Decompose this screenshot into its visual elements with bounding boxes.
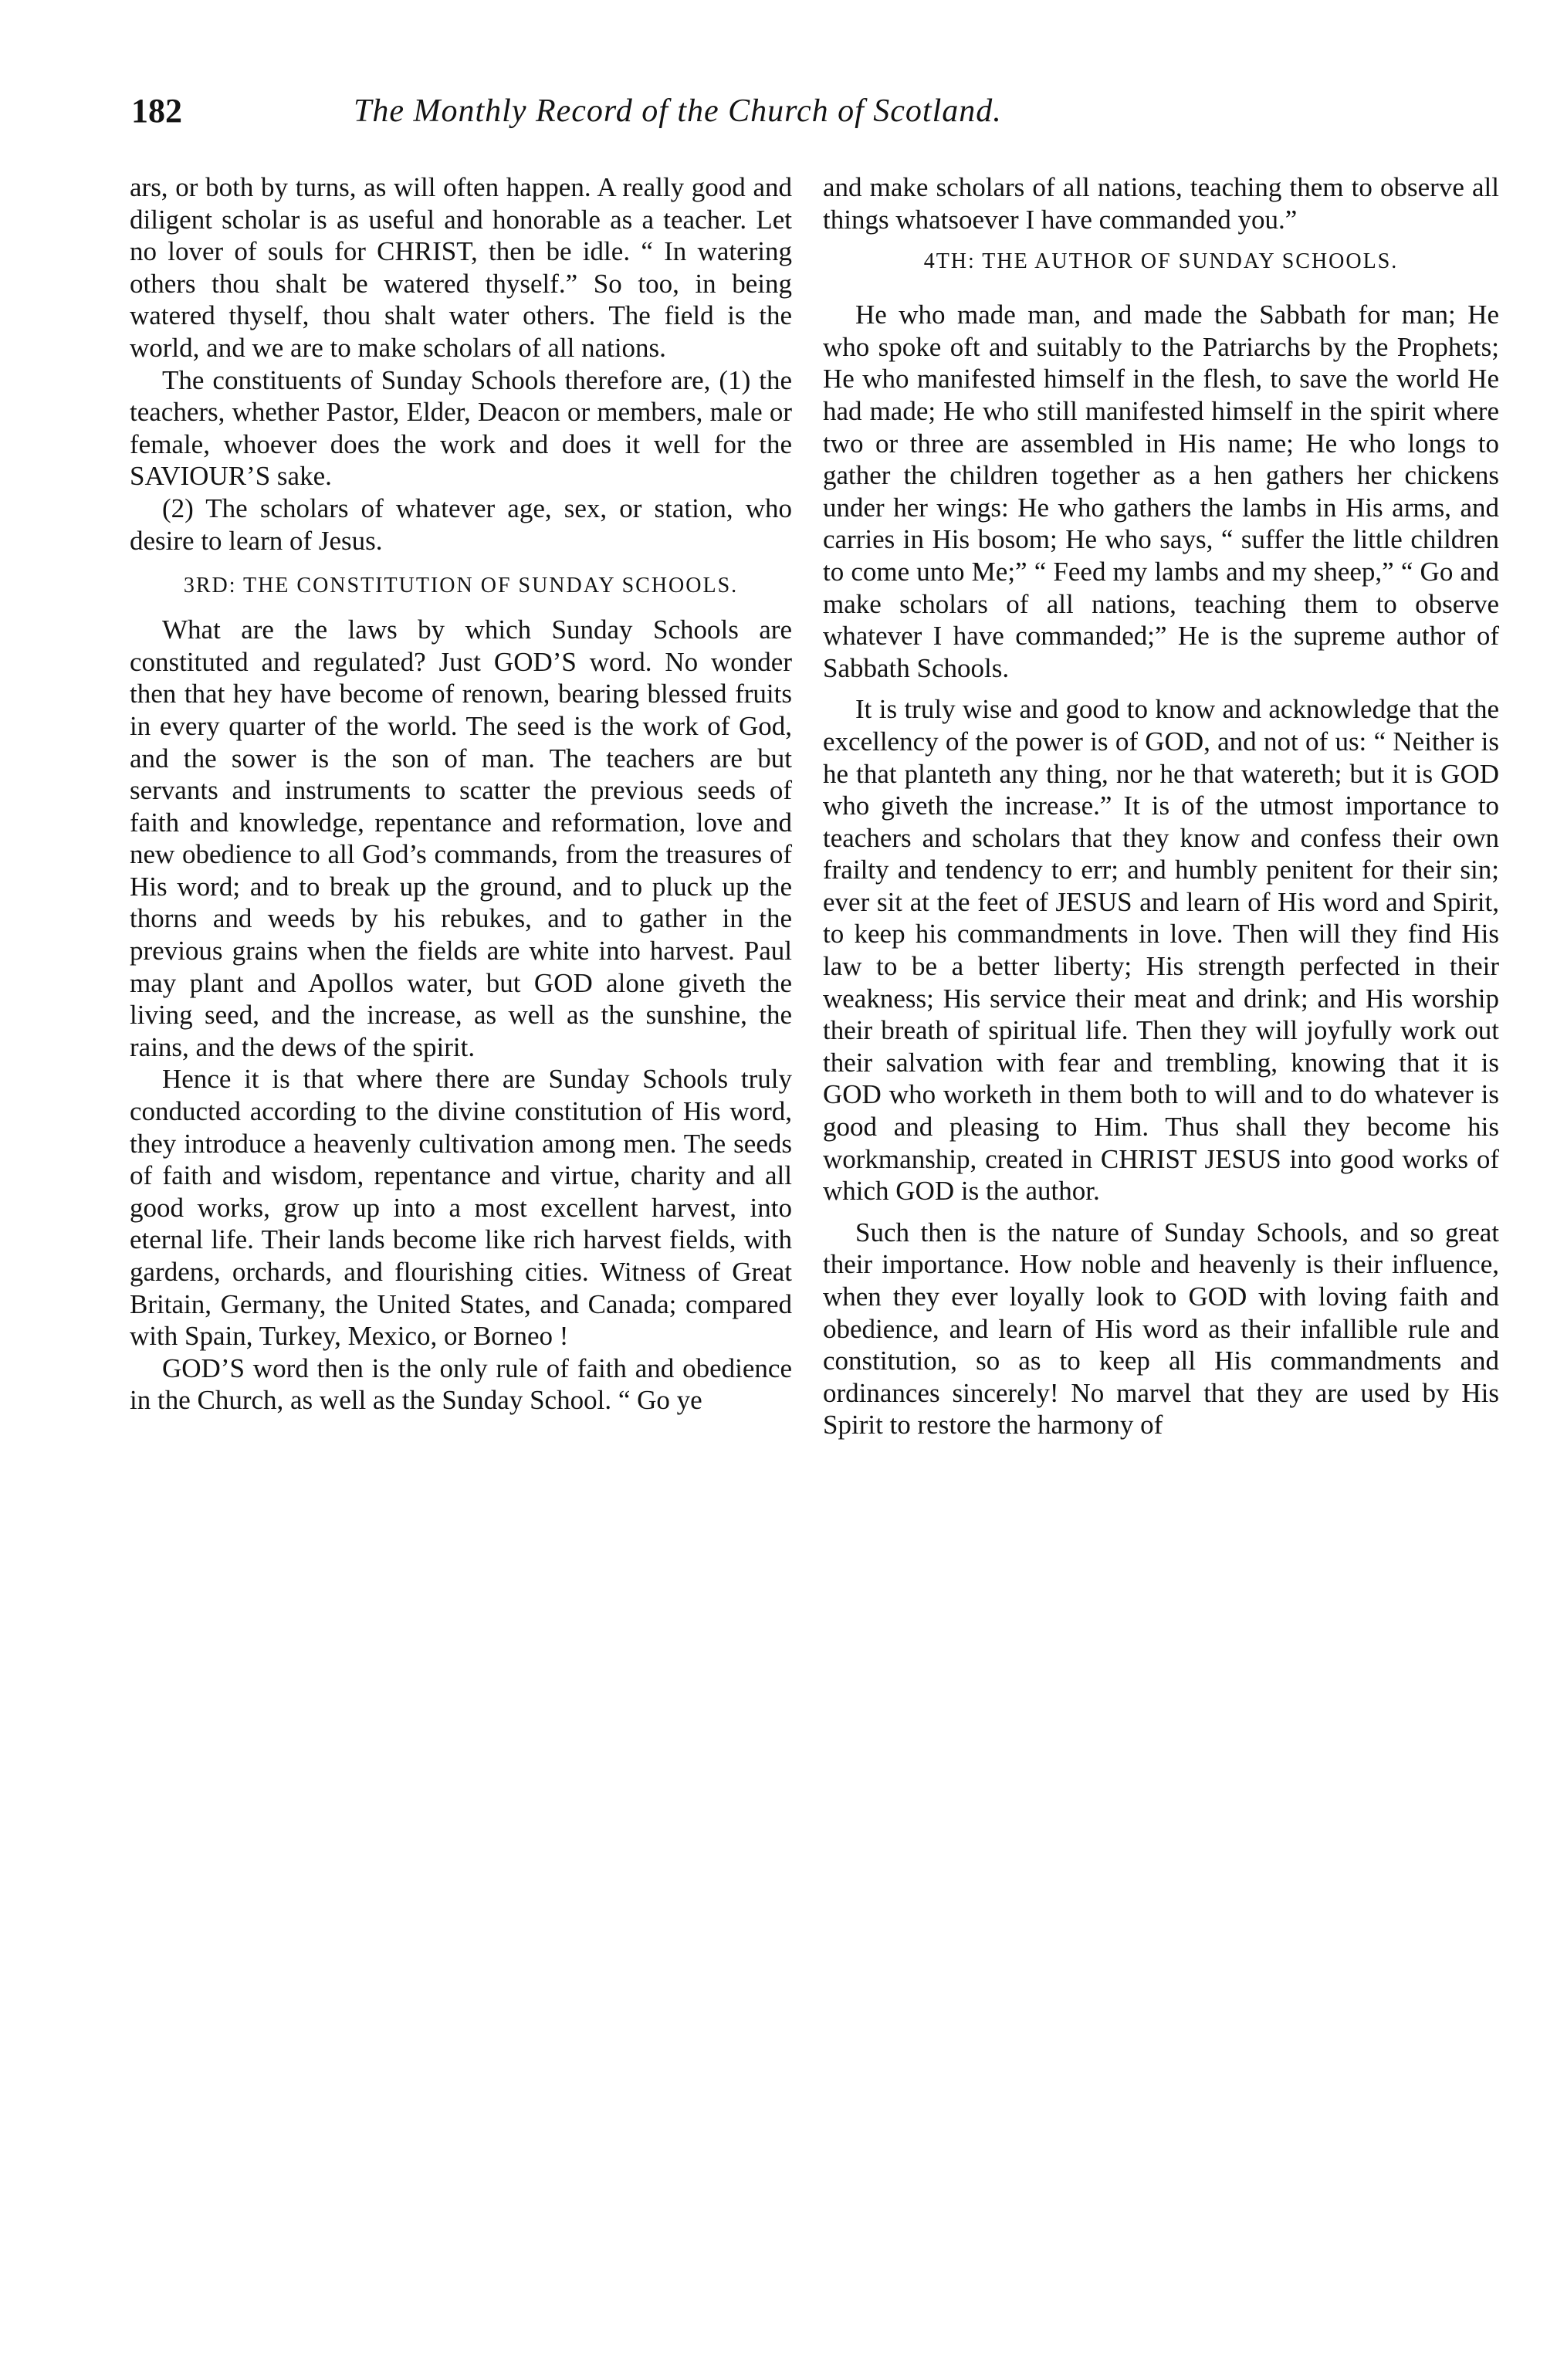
paragraph: (2) The scholars of whatever age, sex, or station, who desire to learn of Jesus. xyxy=(130,493,792,556)
right-column xyxy=(823,171,1499,2333)
paragraph: What are the laws by which Sunday Schools are constituted and regulated? Just GOD’S word. No wonder then that hey have become of renown, bearing blessed fruits in every quarter of the world. The seed is the work of God, and the sower is the son of man. The teachers are but servants and instruments to scatter the previous seeds of faith and knowledge, repentance and reformation, love and new obedience to all God’s commands, from the treasures of His word; and to break up the ground, and to pluck up the thorns and weeds by his rebukes, and to gather in the previous grains when the fields are white into harvest. Paul may plant and Apollos water, but GOD alone giveth the living seed, and the increase, as well as the sunshine, the rains, and the dews of the spirit. xyxy=(130,614,792,1062)
page-number: 182 xyxy=(131,92,182,130)
paragraph: The constituents of Sunday Schools therefore are, (1) the teachers, whether Pastor, Elder, Deacon or members, male or female, whoever does the work and does it well for the SAVIOUR’S sake. xyxy=(130,364,792,492)
section-heading: 4TH: THE AUTHOR OF SUNDAY SCHOOLS. xyxy=(923,249,1399,274)
section-heading: 3RD: THE CONSTITUTION OF SUNDAY SCHOOLS. xyxy=(183,574,739,598)
left-column xyxy=(130,171,792,2333)
paragraph: and make scholars of all nations, teaching them to observe all things whatsoever I have commanded you.” xyxy=(823,172,1499,235)
paragraph: ars, or both by turns, as will often happen. A really good and diligent scholar is as useful and honorable as a teacher. Let no lover of souls for CHRIST, then be idle. “ In watering others thou shalt be watered thyself.” So too, in being watered thyself, thou shalt water others. The field is the world, and we are to make scholars of all nations. xyxy=(130,172,792,363)
running-title: The Monthly Record of the Church of Scotland. xyxy=(354,93,1002,129)
page-header xyxy=(131,91,1505,137)
paragraph: He who made man, and made the Sabbath for man; He who spoke oft and suitably to the Patriarchs by the Prophets; He who manifested himself in the flesh, to save the world He had made; He who still manifested himself in the spirit where two or three are assembled in His name; He who longs to gather the children together as a hen gathers her chickens under her wings: He who gathers the lambs in His arms, and carries in His bosom; He who says, “ suffer the little children to come unto Me;” “ Feed my lambs and my sheep,” “ Go and make scholars of all nations, teaching them to observe whatever I have commanded;” He is the supreme author of Sabbath Schools. xyxy=(823,300,1499,683)
paragraph: It is truly wise and good to know and acknowledge that the excellency of the power is of GOD, and not of us: “ Neither is he that planteth any thing, nor he that watereth; but it is GOD who giveth the increase.” It is of the utmost importance to teachers and scholars that they know and confess their own frailty and tendency to err; and humbly penitent for their sin; ever sit at the feet of JESUS and learn of His word and Spirit, to keep his commandments in love. Then will they find His law to be a better liberty; His strength perfected in their weakness; His service their meat and drink; and His worship their breath of spiritual life. Then they will joyfully work out their salvation with fear and trembling, knowing that it is GOD who worketh in them both to will and to do whatever is good and pleasing to Him. Thus shall they become his workmanship, created in CHRIST JESUS into good works of which GOD is the author. xyxy=(823,694,1499,1207)
paragraph: Such then is the nature of Sunday Schools, and so great their importance. How noble and heavenly is their influence, when they ever loyally look to GOD with loving faith and obedience, and learn of His word as their infallible rule and constitution, so as to keep all His commandments and ordinances sincerely! No marvel that they are used by His Spirit to restore the harmony of xyxy=(823,1217,1499,1441)
paragraph: Hence it is that where there are Sunday Schools truly conducted according to the divine constitution of His word, they introduce a heavenly cultivation among men. The seeds of faith and wisdom, repentance and virtue, charity and all good works, grow up into a most excellent harvest, into eternal life. Their lands become like rich harvest fields, with gardens, orchards, and flourishing cities. Witness of Great Britain, Germany, the United States, and Canada; compared with Spain, Turkey, Mexico, or Borneo ! xyxy=(130,1064,792,1352)
paragraph: GOD’S word then is the only rule of faith and obedience in the Church, as well as the Sunday School. “ Go ye xyxy=(130,1353,792,1416)
